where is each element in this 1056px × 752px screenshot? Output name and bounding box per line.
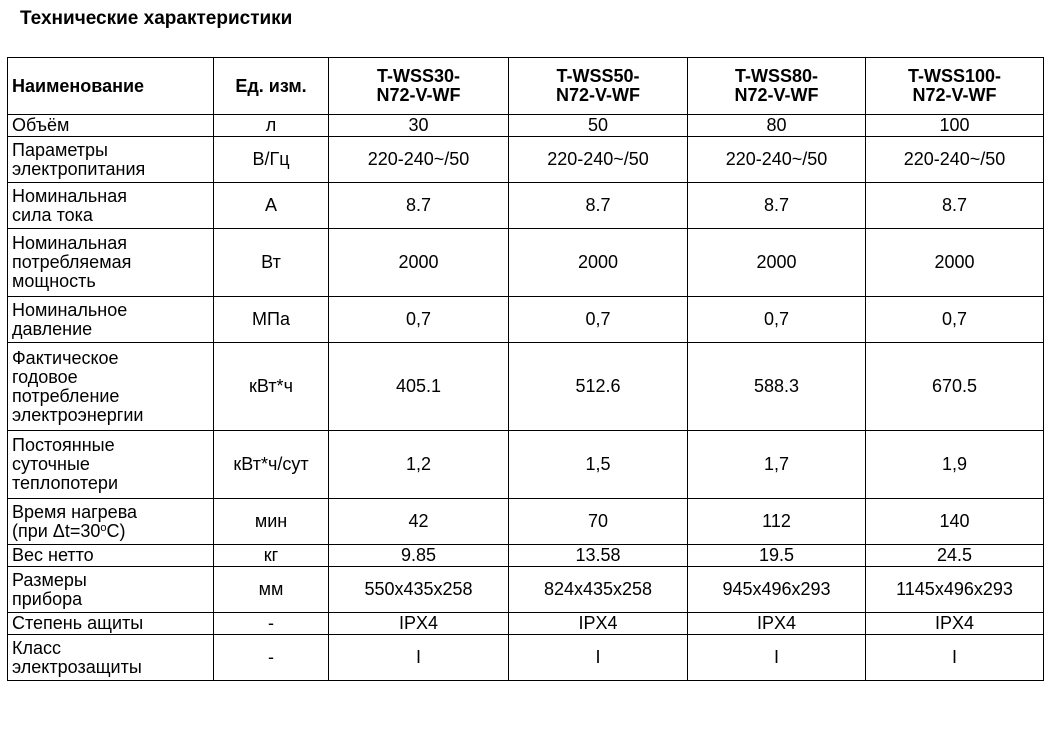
table-cell: 50 [509,115,688,137]
row-label: Размеры прибора [8,567,214,613]
table-cell: 0,7 [688,297,866,343]
table-row-power [8,229,1044,297]
table-cell: 588.3 [688,343,866,431]
row-label: Номинальная сила тока [8,183,214,229]
table-row-heating-time [8,499,1044,545]
table-row-current [8,183,1044,229]
table-cell: 2000 [509,229,688,297]
table-cell: 220-240~/50 [866,137,1044,183]
table-cell: 220-240~/50 [329,137,509,183]
table-cell: I [509,635,688,681]
table-cell: 405.1 [329,343,509,431]
table-row-net-weight [8,545,1044,567]
table-cell: 2000 [866,229,1044,297]
header-name: Наименование [8,58,214,115]
table-cell: 1,2 [329,431,509,499]
table-cell: 670.5 [866,343,1044,431]
table-cell: 1,5 [509,431,688,499]
row-label: Степень ащиты [8,613,214,635]
table-cell: 0,7 [866,297,1044,343]
row-unit: А [214,183,329,229]
table-cell: 70 [509,499,688,545]
row-unit: мм [214,567,329,613]
table-cell: 2000 [329,229,509,297]
table-row-volume [8,115,1044,137]
row-unit: - [214,635,329,681]
table-cell: 550x435x258 [329,567,509,613]
header-model-2: T-WSS50- N72-V-WF [509,58,688,115]
table-cell: 1145x496x293 [866,567,1044,613]
table-cell: 8.7 [509,183,688,229]
row-label: Фактическое годовое потребление электроэнергии [8,343,214,431]
table-cell: 0,7 [329,297,509,343]
table-cell: I [866,635,1044,681]
table-cell: 13.58 [509,545,688,567]
row-unit: В/Гц [214,137,329,183]
page-title: Технические характеристики [20,8,293,29]
row-label: Время нагрева (при $\Delta t=30^oС$) [8,499,214,545]
row-label: Параметры электропитания [8,137,214,183]
row-unit: мин [214,499,329,545]
table-cell: IPX4 [509,613,688,635]
table-row-dimensions [8,567,1044,613]
specs-table [7,57,1044,681]
table-row-power-supply [8,137,1044,183]
row-unit: кВт*ч [214,343,329,431]
table-cell: 8.7 [866,183,1044,229]
table-cell: 42 [329,499,509,545]
table-row-electric-class [8,635,1044,681]
row-label: Номинальное давление [8,297,214,343]
header-model-4: T-WSS100- N72-V-WF [866,58,1044,115]
row-unit: - [214,613,329,635]
table-cell: 824x435x258 [509,567,688,613]
table-cell: IPX4 [688,613,866,635]
table-cell: 945x496x293 [688,567,866,613]
table-cell: 100 [866,115,1044,137]
table-cell: IPX4 [866,613,1044,635]
table-row-heat-loss [8,431,1044,499]
table-cell: 112 [688,499,866,545]
row-label: Постоянные суточные теплопотери [8,431,214,499]
table-cell: 24.5 [866,545,1044,567]
table-cell: 19.5 [688,545,866,567]
table-cell: 1,7 [688,431,866,499]
header-model-1: T-WSS30- N72-V-WF [329,58,509,115]
table-cell: 140 [866,499,1044,545]
header-row [8,58,1044,115]
row-label: Номинальная потребляемая мощность [8,229,214,297]
table-row-protection-degree [8,613,1044,635]
table-cell: 0,7 [509,297,688,343]
table-cell: 8.7 [329,183,509,229]
row-label: Вес нетто [8,545,214,567]
table-cell: 30 [329,115,509,137]
table-cell: 8.7 [688,183,866,229]
table-cell: 220-240~/50 [509,137,688,183]
table-cell: 1,9 [866,431,1044,499]
row-unit: Вт [214,229,329,297]
table-cell: 512.6 [509,343,688,431]
row-unit: л [214,115,329,137]
table-cell: 2000 [688,229,866,297]
table-cell: I [329,635,509,681]
table-cell: IPX4 [329,613,509,635]
header-model-3: T-WSS80- N72-V-WF [688,58,866,115]
row-unit: кВт*ч/сут [214,431,329,499]
table-row-annual-consumption [8,343,1044,431]
row-label: Класс электрозащиты [8,635,214,681]
row-unit: кг [214,545,329,567]
table-cell: 80 [688,115,866,137]
table-row-pressure [8,297,1044,343]
row-unit: МПа [214,297,329,343]
table-cell: I [688,635,866,681]
header-unit: Ед. изм. [214,58,329,115]
row-label: Объём [8,115,214,137]
table-cell: 9.85 [329,545,509,567]
table-cell: 220-240~/50 [688,137,866,183]
